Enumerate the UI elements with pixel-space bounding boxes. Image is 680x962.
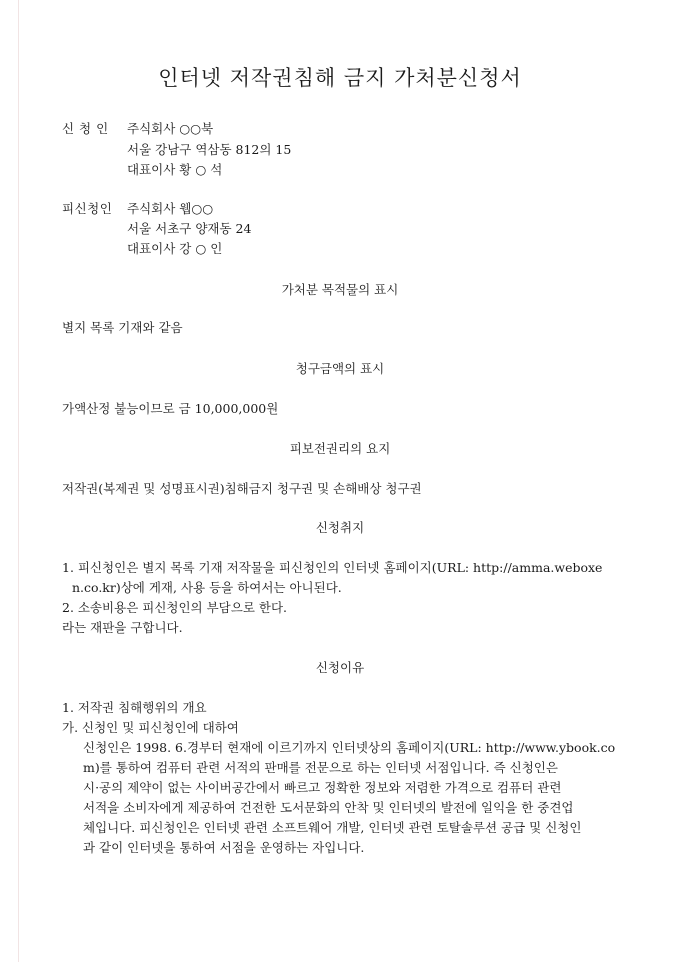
applicant-representative: 대표이사 황 ○ 석 xyxy=(127,162,223,177)
reason-line-3: 신청인은 1998. 6.경부터 현재에 이르기까지 인터넷상의 홈페이지(URL: http://www.ybook.co xyxy=(83,740,616,755)
reason-line-4: m)를 통하여 컴퓨터 관련 서적의 판매를 전문으로 하는 인터넷 서점입니다. 즉 신청인은 xyxy=(83,760,558,775)
reason-line-1: 1. 저작권 침해행위의 개요 xyxy=(62,700,207,715)
amount-text: 가액산정 불능이므로 금 10,000,000원 xyxy=(62,401,279,416)
target-text: 별지 목록 기재와 같음 xyxy=(62,320,183,335)
reason-line-6: 서적을 소비자에게 제공하여 건전한 도서문화의 안착 및 인터넷의 발전에 일익을 한 중견업 xyxy=(83,800,574,815)
reason-line-7: 체입니다. 피신청인은 인터넷 관련 소프트웨어 개발, 인터넷 관련 토탈솔루션 공급 및 신청인 xyxy=(83,820,582,835)
rights-heading: 피보전권리의 요지 xyxy=(289,441,391,456)
purpose-line-2: n.co.kr)상에 게재, 사용 등을 하여서는 아니된다. xyxy=(72,580,342,595)
respondent-representative: 대표이사 강 ○ 인 xyxy=(127,241,223,256)
purpose-heading: 신청취지 xyxy=(315,520,365,535)
purpose-line-4: 라는 재판을 구합니다. xyxy=(62,620,183,635)
target-heading: 가처분 목적물의 표시 xyxy=(281,282,399,297)
applicant-label: 신 청 인 xyxy=(62,121,109,136)
reason-line-8: 과 같이 인터넷을 통하여 서점을 운영하는 자입니다. xyxy=(83,840,365,855)
respondent-address: 서울 서초구 양재동 24 xyxy=(127,221,252,236)
respondent-company: 주식회사 웹○○ xyxy=(127,201,214,216)
reason-line-2: 가. 신청인 및 피신청인에 대하여 xyxy=(62,720,239,735)
applicant-company: 주식회사 ○○북 xyxy=(127,121,214,136)
purpose-line-3: 2. 소송비용은 피신청인의 부담으로 한다. xyxy=(62,600,287,615)
purpose-line-1: 1. 피신청인은 별지 목록 기재 저작물을 피신청인의 인터넷 홈페이지(URL: http://amma.weboxe xyxy=(62,560,603,575)
amount-heading: 청구금액의 표시 xyxy=(295,361,385,376)
reason-heading: 신청이유 xyxy=(315,660,365,675)
document-title: 인터넷 저작권침해 금지 가처분신청서 xyxy=(158,66,522,90)
respondent-label: 피신청인 xyxy=(62,201,113,216)
margin-rule xyxy=(18,0,19,962)
rights-text: 저작권(복제권 및 성명표시권)침해금지 청구권 및 손해배상 청구권 xyxy=(62,481,422,496)
reason-line-5: 시·공의 제약이 없는 사이버공간에서 빠르고 정확한 정보와 저렴한 가격으로 컴퓨터 관련 xyxy=(83,780,562,795)
applicant-address: 서울 강남구 역삼동 812의 15 xyxy=(127,142,292,157)
